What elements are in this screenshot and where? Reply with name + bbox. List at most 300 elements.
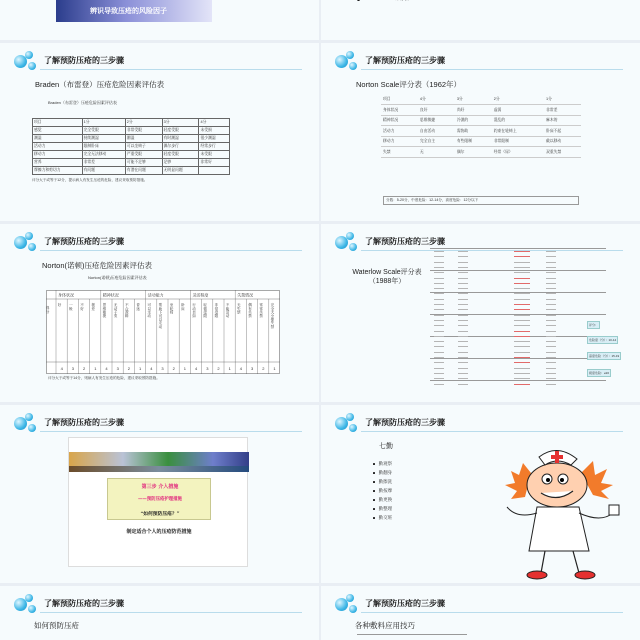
waterlow-text-line	[514, 320, 530, 321]
table-header-cell: 3分	[162, 119, 199, 127]
table-header-cell: 1分	[544, 94, 581, 105]
header-divider	[40, 612, 302, 613]
table-header-cell: 项目	[33, 119, 83, 127]
waterlow-text-line	[434, 262, 444, 263]
table-cell: 持续潮湿	[82, 135, 125, 143]
table-header-cell: 4分	[418, 94, 455, 105]
photo-strip	[69, 466, 249, 472]
bubbles-icon	[335, 594, 361, 616]
bubbles-icon	[335, 232, 361, 254]
table-row	[33, 151, 230, 159]
table-cell: 经常步行	[199, 143, 230, 151]
waterlow-rule	[430, 270, 606, 271]
table-cell: 轻度受限	[162, 151, 199, 159]
norton-col-label: 无动于衷	[114, 303, 119, 318]
norton-scale-table	[381, 94, 581, 158]
waterlow-text-line	[514, 309, 530, 310]
table-row	[381, 147, 581, 158]
slide-how-prevent[interactable]	[0, 586, 319, 640]
norton-score: 3	[116, 366, 119, 371]
waterlow-text-line	[514, 378, 530, 379]
waterlow-text-line	[458, 283, 468, 284]
waterlow-text-line	[434, 346, 444, 347]
norton-score: 4	[239, 366, 243, 371]
waterlow-text-line	[434, 373, 444, 374]
table-cell: 虚弱	[492, 105, 544, 116]
waterlow-text-line	[434, 325, 444, 326]
waterlow-text-line	[458, 293, 468, 294]
norton-score: 4	[195, 366, 198, 371]
waterlow-text-line	[434, 288, 444, 289]
waterlow-text-line	[458, 299, 468, 300]
table-cell: 营养	[33, 159, 83, 167]
slide-risk-factors-end[interactable]	[0, 0, 319, 40]
norton-group-label: 身体状况	[58, 292, 74, 298]
waterlow-text-line	[546, 315, 556, 316]
waterlow-text-line	[434, 357, 444, 358]
table-row	[381, 126, 581, 137]
waterlow-text-line	[458, 256, 468, 257]
table-cell: 移动力	[381, 136, 418, 147]
waterlow-text-line	[546, 331, 556, 332]
slide-header	[14, 232, 304, 254]
table-cell: 偶尔	[455, 147, 492, 158]
waterlow-text-line	[458, 384, 468, 385]
table-cell: 约束在轮椅上	[492, 126, 544, 137]
table-cell: 摩擦力和剪切力	[33, 167, 83, 175]
waterlow-text-line	[514, 346, 530, 347]
norton-score: 2	[83, 366, 86, 371]
table-cell: 冷漠的	[455, 115, 492, 126]
braden-note: 评分大于或等于12分，提示病人有发生压疮的危险，建议采取预防措施。	[32, 178, 148, 182]
waterlow-text-line	[514, 341, 530, 342]
waterlow-box: 评分：	[589, 323, 599, 327]
norton-score: 2	[217, 366, 220, 371]
table-cell: 混乱的	[492, 115, 544, 126]
waterlow-text-line	[458, 341, 468, 342]
section-title: 了解预防压疮的三步骤	[44, 418, 124, 427]
table-cell: 完全受限	[82, 127, 125, 135]
waterlow-text-line	[458, 336, 468, 337]
waterlow-text-line	[514, 362, 530, 363]
waterlow-text-line	[434, 304, 444, 305]
bubbles-icon	[14, 413, 40, 435]
slide-header	[14, 413, 304, 435]
waterlow-text-line	[546, 251, 556, 252]
table-cell: 双重失禁	[544, 147, 581, 158]
bullet-dot-icon	[357, 0, 360, 1]
waterlow-text-line	[546, 309, 556, 310]
waterlow-text-line	[546, 362, 556, 363]
norton-row-label: 得分	[46, 306, 50, 314]
table-header-cell: 项目	[381, 94, 418, 105]
waterlow-text-line	[458, 272, 468, 273]
table-cell: 未受损	[199, 127, 230, 135]
bubbles-icon	[335, 413, 361, 435]
norton-col-label: 坐轮椅	[170, 303, 175, 314]
waterlow-text-line	[546, 373, 556, 374]
waterlow-text-line	[514, 368, 530, 369]
header-divider	[361, 612, 623, 613]
slide-header	[14, 51, 304, 73]
seven-item-label: 勤观察	[378, 461, 393, 466]
waterlow-text-line	[458, 288, 468, 289]
table-cell: 需协助	[455, 126, 492, 137]
norton-col-label: 帮助下可以走动	[158, 303, 163, 329]
norton-score: 1	[94, 366, 97, 371]
table-cell: 精神状况	[381, 115, 418, 126]
slide-braden[interactable]	[0, 43, 319, 221]
norton-score: 4	[150, 366, 153, 371]
section-title: 了解预防压疮的三步骤	[365, 237, 445, 246]
waterlow-text-line	[546, 357, 556, 358]
waterlow-text-line	[434, 336, 444, 337]
waterlow-text-line	[514, 373, 530, 374]
waterlow-text-line	[434, 331, 444, 332]
table-cell: 非常受限	[125, 127, 162, 135]
norton-col-label: 可以走动	[147, 303, 152, 318]
norton-col-label: 轻微受限	[203, 303, 208, 318]
header-divider	[40, 431, 302, 432]
waterlow-text-line	[514, 299, 530, 300]
norton-scale-title: Norton Scale评分表（1962年）	[356, 80, 462, 89]
bullet-dot-icon	[373, 517, 375, 519]
table-row	[381, 136, 581, 147]
waterlow-text-line	[546, 346, 556, 347]
waterlow-text-line	[434, 278, 444, 279]
waterlow-text-line	[434, 299, 444, 300]
norton-score: 2	[262, 366, 265, 371]
seven-item-label: 勤整理	[378, 506, 393, 511]
waterlow-text-line	[434, 256, 444, 257]
table-cell: 非常限制	[492, 136, 544, 147]
waterlow-text-line	[514, 325, 530, 326]
seven-item-label: 勤擦洗	[378, 479, 393, 484]
waterlow-text-line	[546, 384, 556, 385]
waterlow-text-line	[514, 357, 530, 358]
slide-waterlow[interactable]	[321, 224, 640, 402]
intervention-question: “如何预防压疮？”	[140, 511, 180, 517]
norton-group-label: 活动能力	[147, 292, 164, 298]
bullet-dot-icon	[373, 490, 375, 492]
section-title: 了解预防压疮的三步骤	[44, 56, 124, 65]
waterlow-text-line	[546, 288, 556, 289]
norton-col-label: 一般	[69, 303, 74, 311]
norton-col-label: 极差	[91, 303, 96, 311]
norton-score: 3	[71, 366, 75, 371]
how-prevent-title: 如何预防压疮	[34, 621, 79, 630]
seven-item-label: 勤更换	[378, 497, 393, 502]
bullet-dot-icon	[373, 481, 375, 483]
bubbles-icon	[14, 51, 40, 73]
norton-score: 2	[127, 366, 131, 371]
header-divider	[40, 69, 302, 70]
table-cell: 移动力	[33, 151, 83, 159]
waterlow-text-line	[458, 346, 468, 347]
waterlow-text-line	[458, 315, 468, 316]
norton-score: 2	[172, 366, 175, 371]
table-cell: 有时潮湿	[162, 135, 199, 143]
norton-cn-caption: Norton(诺顿)压疮危险因素评估表	[88, 275, 147, 280]
waterlow-text-line	[546, 272, 556, 273]
waterlow-text-line	[458, 267, 468, 268]
waterlow-text-line	[458, 357, 468, 358]
norton-score: 3	[206, 366, 209, 371]
norton-score: 1	[183, 366, 187, 371]
table-cell: 轻度受限	[162, 127, 199, 135]
table-cell: 严重受限	[125, 151, 162, 159]
waterlow-text-line	[458, 262, 468, 263]
table-cell: 未受限	[199, 151, 230, 159]
norton-col-label: 常常失禁	[259, 303, 264, 318]
norton-col-label: 好	[58, 303, 63, 307]
seven-list-item	[373, 515, 392, 521]
section-title: 了解预防压疮的三步骤	[365, 56, 445, 65]
braden-caption: Braden（布雷登）压疮危险因素评估表	[48, 100, 117, 105]
bubbles-icon	[14, 594, 40, 616]
norton-score: 1	[228, 366, 231, 371]
waterlow-text-line	[434, 352, 444, 353]
waterlow-text-line	[458, 378, 468, 379]
waterlow-bullet-text	[364, 0, 409, 2]
slide-header	[335, 51, 625, 73]
waterlow-text-line	[458, 251, 468, 252]
table-cell: 非常差	[82, 159, 125, 167]
waterlow-text-line	[514, 336, 530, 337]
waterlow-text-line	[434, 283, 444, 284]
seven-item-label: 勤按摩	[378, 488, 393, 493]
waterlow-rule	[430, 358, 606, 359]
section-title: 了解预防压疮的三步骤	[44, 599, 124, 608]
table-cell: 身体状况	[381, 105, 418, 116]
photo-strip	[69, 452, 249, 466]
braden-title: Braden（布雷登）压疮危险因素评估表	[35, 80, 165, 89]
waterlow-box: 危险度（分）：10-14	[589, 338, 617, 342]
table-cell: 可以坐椅子	[125, 143, 162, 151]
waterlow-text-line	[546, 262, 556, 263]
waterlow-text-line	[514, 256, 530, 257]
waterlow-bullet	[357, 0, 409, 2]
table-cell: 麻木的	[544, 115, 581, 126]
waterlow-text-line	[546, 368, 556, 369]
waterlow-text-line	[514, 251, 530, 252]
table-cell: 截以移动	[544, 136, 581, 147]
waterlow-table	[430, 248, 606, 392]
table-cell: 非常差	[544, 105, 581, 116]
slide-norton-scale[interactable]	[321, 43, 640, 221]
norton-score: 4	[105, 366, 108, 371]
header-divider	[40, 250, 302, 251]
waterlow-box: 高度危险（分）：15-19	[589, 354, 620, 358]
norton-col-label: 不能活动	[226, 303, 231, 318]
table-cell: 无	[418, 147, 455, 158]
intervention-box	[107, 478, 211, 520]
risk-banner	[56, 0, 212, 22]
waterlow-text-line	[434, 293, 444, 294]
slide-header	[14, 594, 304, 616]
table-row	[381, 94, 581, 105]
table-header-cell: 4分	[199, 119, 230, 127]
slide-dressing[interactable]	[321, 586, 640, 640]
waterlow-rule	[430, 248, 606, 249]
norton-group-label: 灵活程度	[192, 292, 209, 298]
waterlow-text-line	[514, 288, 530, 289]
waterlow-title: Waterlow Scale评分表（1988年）	[352, 269, 422, 286]
table-header-cell: 2分	[125, 119, 162, 127]
nurse-illustration-icon	[501, 433, 631, 581]
seven-item-label: 勤翻身	[378, 470, 393, 475]
norton-col-label: 非常受限	[214, 303, 219, 318]
seven-list-item	[373, 470, 392, 476]
table-cell: 可能不足够	[125, 159, 162, 167]
norton-cn-note: 评分大于或等于14分，则病人有发生压疮的危险，建议采取预防措施。	[48, 376, 160, 380]
waterlow-text-line	[546, 278, 556, 279]
norton-scale-note: 分数：5-20分，中度危险：12-14分，高度危险：12分以下	[383, 196, 579, 205]
table-cell: 经常（尿）	[492, 147, 544, 158]
waterlow-text-line	[434, 341, 444, 342]
waterlow-text-line	[546, 378, 556, 379]
seven-list-item	[373, 479, 392, 485]
waterlow-text-line	[546, 293, 556, 294]
table-header-cell: 1分	[82, 119, 125, 127]
table-cell: 感觉	[33, 127, 83, 135]
waterlow-text-line	[458, 331, 468, 332]
risk-banner-text: 辨识导致压疮的风险因子	[90, 6, 167, 15]
waterlow-text-line	[434, 251, 444, 252]
waterlow-text-line	[514, 304, 530, 305]
norton-col-label: 昏迷	[136, 303, 141, 311]
waterlow-text-line	[546, 325, 556, 326]
waterlow-text-line	[514, 331, 530, 332]
waterlow-text-line	[458, 278, 468, 279]
waterlow-text-line	[458, 352, 468, 353]
waterlow-text-line	[514, 262, 530, 263]
bullet-dot-icon	[373, 499, 375, 501]
waterlow-text-line	[458, 373, 468, 374]
intervention-subtitle: ——预防压疮护理措施	[138, 497, 182, 502]
slide-intervention[interactable]	[0, 405, 319, 583]
norton-cn-title: Norton(诺顿)压疮危险因素评估表	[42, 261, 153, 270]
slide-seven[interactable]	[321, 405, 640, 583]
waterlow-text-line	[434, 378, 444, 379]
table-cell: 尚好	[455, 105, 492, 116]
norton-group-label: 失禁情况	[237, 292, 254, 298]
table-cell: 很少潮湿	[199, 135, 230, 143]
table-cell: 良好	[418, 105, 455, 116]
norton-group-label: 精神状况	[102, 292, 119, 298]
table-row	[381, 115, 581, 126]
waterlow-box: 极度危险：≥20	[589, 371, 609, 375]
table-cell: 有潜在问题	[125, 167, 162, 175]
table-cell: 完全无法移动	[82, 151, 125, 159]
waterlow-text-line	[514, 384, 530, 385]
waterlow-rule	[430, 380, 606, 381]
seven-list-item	[373, 488, 392, 494]
waterlow-text-line	[458, 368, 468, 369]
table-row	[33, 119, 230, 127]
table-cell: 卧床不起	[544, 126, 581, 137]
seven-list-item	[373, 461, 392, 467]
norton-score: 1	[273, 366, 276, 371]
waterlow-text-line	[458, 320, 468, 321]
table-cell: 失禁	[381, 147, 418, 158]
intervention-card	[68, 437, 248, 567]
norton-score: 3	[161, 366, 164, 371]
norton-col-label: 不好	[80, 303, 85, 311]
intervention-action: 制定适合个人的压疮防范措施	[126, 529, 192, 535]
header-divider	[361, 431, 623, 432]
bullet-dot-icon	[373, 472, 375, 474]
waterlow-text-line	[514, 267, 530, 268]
table-row	[33, 135, 230, 143]
waterlow-text-line	[434, 272, 444, 273]
waterlow-text-line	[514, 283, 530, 284]
norton-col-label: 卧床	[181, 303, 186, 311]
norton-col-label: 行动自如	[192, 303, 197, 318]
waterlow-text-line	[514, 315, 530, 316]
waterlow-text-line	[546, 320, 556, 321]
waterlow-text-line	[546, 283, 556, 284]
waterlow-text-line	[434, 368, 444, 369]
section-title: 了解预防压疮的三步骤	[365, 418, 445, 427]
section-title: 了解预防压疮的三步骤	[365, 599, 445, 608]
bullet-dot-icon	[373, 508, 375, 510]
norton-col-label: 不合逻辑	[125, 303, 130, 318]
norton-cn-table	[46, 290, 280, 374]
norton-score: 3	[251, 366, 254, 371]
header-divider	[361, 69, 623, 70]
waterlow-text-line	[434, 267, 444, 268]
intervention-step: 第三步 介入措施	[141, 484, 179, 490]
table-cell: 足够	[162, 159, 199, 167]
table-row	[33, 159, 230, 167]
table-cell: 潮湿	[125, 135, 162, 143]
table-header-cell: 2分	[492, 94, 544, 105]
norton-score: 4	[60, 366, 63, 371]
bubbles-icon	[14, 232, 40, 254]
waterlow-text-line	[434, 362, 444, 363]
seven-list-item	[373, 506, 392, 512]
braden-table	[32, 118, 230, 175]
table-cell: 限制卧床	[82, 143, 125, 151]
dressing-title: 各种敷料应用技巧	[355, 621, 415, 630]
norton-col-label: 思维敏捷	[102, 303, 107, 318]
table-rule	[357, 634, 467, 635]
slide-waterlow-end[interactable]	[321, 0, 640, 40]
table-row	[33, 127, 230, 135]
waterlow-text-line	[546, 336, 556, 337]
waterlow-text-line	[514, 272, 530, 273]
slide-norton-cn[interactable]	[0, 224, 319, 402]
table-cell: 活动力	[381, 126, 418, 137]
waterlow-text-line	[546, 341, 556, 342]
waterlow-text-line	[434, 309, 444, 310]
slide-header	[335, 413, 625, 435]
waterlow-text-line	[514, 293, 530, 294]
waterlow-text-line	[546, 304, 556, 305]
waterlow-text-line	[434, 320, 444, 321]
table-row	[33, 143, 230, 151]
table-cell: 潮湿	[33, 135, 83, 143]
table-cell: 自由活动	[418, 126, 455, 137]
waterlow-text-line	[434, 384, 444, 385]
bubbles-icon	[335, 51, 361, 73]
waterlow-text-line	[514, 278, 530, 279]
waterlow-text-line	[546, 256, 556, 257]
table-header-cell: 3分	[455, 94, 492, 105]
table-cell: 思维敏捷	[418, 115, 455, 126]
waterlow-text-line	[458, 325, 468, 326]
